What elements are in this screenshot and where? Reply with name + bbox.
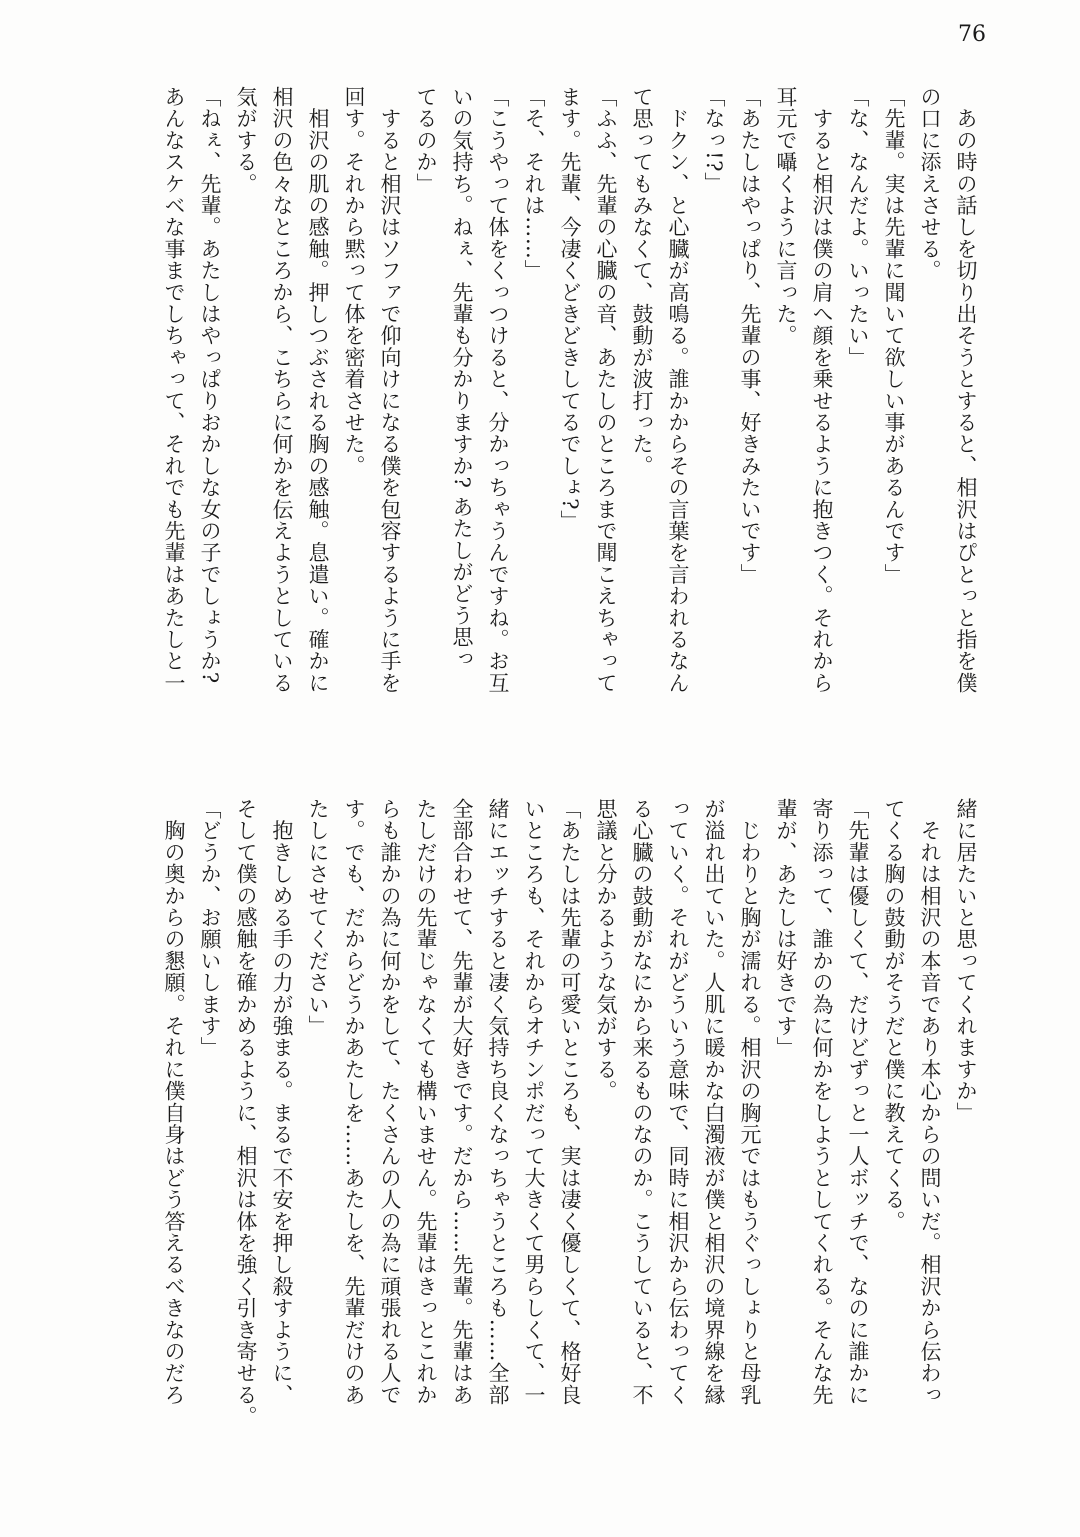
text-line: 輩が、あたしは好きです」 [774,798,798,1059]
text-line: 全部合わせて、先輩が大好きです。だから……先輩。先輩はあ [450,798,474,1406]
text-line: 「こうやって体をくっつけると、分かっちゃうんですね。お互 [486,86,510,694]
text-line: いの気持ち。ねぇ、先輩も分かりますか? あたしがどう思っ [450,86,474,670]
text-line: て思ってもみなくて、鼓動が波打った。 [630,86,654,477]
text-line: っていく。それがどういう意味で、同時に相沢から伝わってく [666,798,690,1406]
text-line: 「そ、それは……」 [522,86,546,282]
lower-text-block [156,798,984,1468]
text-line: あんなスケベな事までしちゃって、それでも先輩はあたしと一 [162,86,186,694]
text-line: 「な、なんだよ。いったい」 [846,86,870,369]
text-line: 胸の奥からの懇願。それに僕自身はどう答えるべきなのだろ [162,798,186,1406]
text-line: いところも、それからオチンポだって大きくて男らしくて、一 [522,798,546,1406]
text-line: 思議と分かるような気がする。 [594,798,618,1102]
text-line: てるのか」 [414,86,438,195]
text-line: る心臓の鼓動がなにから来るものなのか。こうしていると、不 [630,798,654,1406]
text-line: らも誰かの為に何かをして、たくさんの人の為に頑張れる人で [378,798,402,1406]
text-line: 「ふふ、先輩の心臓の音、あたしのところまで聞こえちゃって [594,86,618,694]
page-number: 76 [958,22,986,47]
text-line: 「先輩。実は先輩に聞いて欲しい事があるんです」 [882,86,906,586]
text-line: それは相沢の本音であり本心からの問いだ。相沢から伝わっ [918,798,942,1406]
text-line: すると相沢はソファで仰向けになる僕を包容するように手を [378,86,402,694]
text-line: じわりと胸が濡れる。相沢の胸元ではもうぐっしょりと母乳 [738,798,762,1406]
text-line: 気がする。 [234,86,258,195]
text-line: の口に添えさせる。 [918,86,942,282]
text-line: ドクン、と心臓が高鳴る。誰かからその言葉を言われるなん [666,86,690,694]
text-line: 相沢の肌の感触。押しつぶされる胸の感触。息遣い。確かに [306,86,330,694]
text-line: 抱きしめる手の力が強まる。まるで不安を押し殺すように、 [270,798,294,1406]
upper-text-block [156,86,984,756]
text-line: す。でも、だからどうかあたしを……あたしを、先輩だけのあ [342,798,366,1406]
text-line: ます。先輩、今凄くどきどきしてるでしょ?」 [558,86,582,532]
text-line: 「あたしはやっぱり、先輩の事、好きみたいです」 [738,86,762,586]
text-line: たしだけの先輩じゃなくても構いません。先輩はきっとこれか [414,798,438,1406]
text-line: すると相沢は僕の肩へ顔を乗せるように抱きつく。それから [810,86,834,694]
text-line: てくる胸の鼓動がそうだと僕に教えてくる。 [882,798,906,1232]
text-line: 緒にエッチすると凄く気持ち良くなっちゃうところも……全部 [486,798,510,1406]
text-line: 相沢の色々なところから、こちらに何かを伝えようとしている [270,86,294,694]
text-line: 「先輩は優しくて、だけどずっと一人ボッチで、なのに誰かに [846,798,870,1406]
text-line: たしにさせてください」 [306,798,330,1037]
text-line: あの時の話しを切り出そうとすると、相沢はぴとっと指を僕 [954,86,978,694]
text-line: 「あたしは先輩の可愛いところも、実は凄く優しくて、格好良 [558,798,582,1406]
text-line: が溢れ出ていた。人肌に暖かな白濁液が僕と相沢の境界線を縁 [702,798,726,1406]
text-line: 寄り添って、誰かの為に何かをしようとしてくれる。そんな先 [810,798,834,1406]
text-line: 緒に居たいと思ってくれますか」 [954,798,978,1124]
text-line: 回す。それから黙って体を密着させた。 [342,86,366,477]
text-line: そして僕の感触を確かめるように、相沢は体を強く引き寄せる。 [234,798,258,1428]
text-line: 耳元で囁くように言った。 [774,86,798,347]
text-line: 「どうか、お願いします」 [198,798,222,1059]
text-line: 「なっ!?」 [702,86,726,194]
text-line: 「ねぇ、先輩。あたしはやっぱりおかしな女の子でしょうか? [198,86,222,684]
